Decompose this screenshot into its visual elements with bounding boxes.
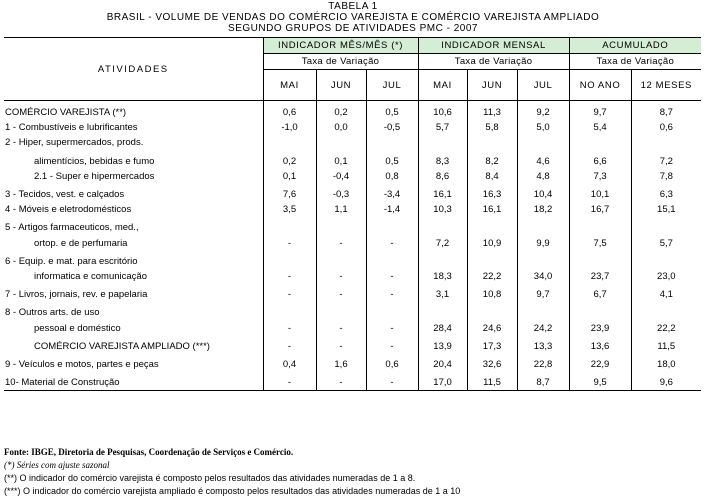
table-row: [4, 187, 701, 202]
value-cell: 22,2: [467, 269, 517, 284]
value-cell: 16,7: [569, 202, 631, 217]
table-row: [4, 169, 701, 184]
value-cell: 16,1: [467, 202, 517, 217]
value-cell: 22,9: [569, 357, 631, 372]
value-cell: [569, 254, 631, 269]
value-cell: 9,2: [517, 105, 569, 120]
value-cell: 6,7: [569, 287, 631, 302]
activity-label: 9 - Veículos e motos, partes e peças: [5, 358, 159, 370]
activity-label: 2 - Hiper, supermercados, prods.: [5, 137, 144, 149]
value-cell: 0,8: [366, 169, 418, 184]
value-cell: 0,2: [316, 105, 366, 120]
value-cell: [418, 135, 467, 150]
table-row: [4, 120, 701, 135]
value-cell: 3,1: [418, 287, 467, 302]
value-cell: 5,7: [631, 236, 701, 251]
table-row: [4, 105, 701, 120]
value-cell: -1,4: [366, 202, 418, 217]
value-cell: -: [263, 287, 316, 302]
activity-label: 3 - Tecidos, vest. e calçados: [5, 189, 125, 201]
value-cell: [418, 305, 467, 320]
value-cell: 10,1: [569, 187, 631, 202]
value-cell: 32,6: [467, 357, 517, 372]
value-cell: 11,5: [467, 375, 517, 391]
value-cell: 8,4: [467, 169, 517, 184]
value-cell: 0,6: [263, 105, 316, 120]
activity-label: COMÉRCIO VAREJISTA (**): [5, 107, 127, 119]
value-cell: 34,0: [517, 269, 569, 284]
value-cell: 7,2: [418, 236, 467, 251]
activity-label: 6 - Equip. e mat. para escritório: [5, 255, 138, 267]
value-cell: 7,2: [631, 154, 701, 169]
value-cell: 28,4: [418, 320, 467, 335]
value-cell: -1,0: [263, 120, 316, 135]
value-cell: [366, 220, 418, 235]
activity-label: 8 - Outros arts. de uso: [5, 307, 100, 319]
value-cell: 23,0: [631, 269, 701, 284]
value-cell: [467, 254, 517, 269]
value-cell: 18,2: [517, 202, 569, 217]
value-cell: 8,6: [418, 169, 467, 184]
value-cell: 8,2: [467, 154, 517, 169]
value-cell: 1,6: [316, 357, 366, 372]
value-cell: 5,7: [418, 120, 467, 135]
value-cell: 9,7: [517, 287, 569, 302]
value-cell: [517, 135, 569, 150]
value-cell: 0,1: [263, 169, 316, 184]
value-cell: -: [316, 339, 366, 354]
value-cell: 10,6: [418, 105, 467, 120]
activity-label: ortop. e de perfumaria: [34, 237, 128, 249]
activity-label: 4 - Móveis e eletrodomésticos: [5, 204, 132, 216]
activity-label: 1 - Combustíveis e lubrificantes: [5, 122, 138, 134]
value-cell: 11,3: [467, 105, 517, 120]
value-cell: 10,3: [418, 202, 467, 217]
value-cell: 9,9: [517, 236, 569, 251]
value-cell: -0,3: [316, 187, 366, 202]
value-cell: 20,4: [418, 357, 467, 372]
table-subtitle: SEGUNDO GRUPOS DE ATIVIDADES PMC - 2007: [228, 23, 478, 34]
value-cell: 4,8: [517, 169, 569, 184]
value-cell: 6,3: [631, 187, 701, 202]
month-header: JUN: [316, 70, 366, 101]
value-cell: 13,3: [517, 339, 569, 354]
value-cell: [316, 305, 366, 320]
value-cell: [366, 254, 418, 269]
activity-label: 2.1 - Super e hipermercados: [34, 170, 155, 182]
value-cell: 0,5: [366, 105, 418, 120]
value-cell: [517, 305, 569, 320]
month-header: MAI: [418, 70, 467, 101]
value-cell: 0,6: [631, 120, 701, 135]
table-row: [4, 236, 701, 251]
value-cell: [316, 254, 366, 269]
value-cell: 10,9: [467, 236, 517, 251]
activity-label: 7 - Livros, jornais, rev. e papelaria: [5, 289, 148, 301]
source-note: Fonte: IBGE, Diretoria de Pesquisas, Coordenação de Serviços e Comércio.: [4, 447, 294, 457]
value-cell: 22,8: [517, 357, 569, 372]
month-header: JUL: [366, 70, 418, 101]
value-cell: 16,3: [467, 187, 517, 202]
value-cell: [316, 135, 366, 150]
value-cell: [467, 220, 517, 235]
value-cell: 8,7: [517, 375, 569, 391]
footnote-varejista: (**) O indicador do comércio varejista é composto pelos resultados das atividades numeradas de 1 a 8.: [4, 473, 416, 483]
value-cell: [517, 254, 569, 269]
value-cell: 23,7: [569, 269, 631, 284]
month-header: NO ANO: [569, 70, 631, 101]
value-cell: 16,1: [418, 187, 467, 202]
value-cell: 5,0: [517, 120, 569, 135]
value-cell: -3,4: [366, 187, 418, 202]
value-cell: 4,1: [631, 287, 701, 302]
taxa-variacao-label: Taxa de Variação: [569, 54, 701, 70]
value-cell: [418, 220, 467, 235]
activity-label: COMÉRCIO VAREJISTA AMPLIADO (***): [34, 340, 210, 352]
value-cell: -: [366, 236, 418, 251]
value-cell: -: [366, 339, 418, 354]
value-cell: [418, 254, 467, 269]
value-cell: -: [263, 375, 316, 391]
value-cell: -: [316, 320, 366, 335]
value-cell: 9,6: [631, 375, 701, 391]
value-cell: 9,5: [569, 375, 631, 391]
value-cell: -: [316, 236, 366, 251]
value-cell: 0,5: [366, 154, 418, 169]
month-header: 12 MESES: [631, 70, 701, 101]
value-cell: -: [316, 269, 366, 284]
value-cell: -: [263, 269, 316, 284]
sales-volume-table: [4, 37, 701, 391]
activity-label: pessoal e doméstico: [34, 322, 121, 334]
month-header: JUN: [467, 70, 517, 101]
taxa-variacao-label: Taxa de Variação: [418, 54, 569, 70]
value-cell: [366, 305, 418, 320]
value-cell: [569, 135, 631, 150]
value-cell: 6,6: [569, 154, 631, 169]
value-cell: 11,5: [631, 339, 701, 354]
value-cell: [467, 135, 517, 150]
value-cell: [467, 305, 517, 320]
value-cell: [263, 135, 316, 150]
value-cell: [631, 305, 701, 320]
value-cell: 5,8: [467, 120, 517, 135]
footnote-seasonal: (*) Séries com ajuste sazonal: [4, 460, 110, 470]
value-cell: 13,9: [418, 339, 467, 354]
taxa-variacao-label: Taxa de Variação: [263, 54, 418, 70]
footnote-ampliado: (***) O indicador do comércio varejista ampliado é composto pelos resultados das atividades numeradas de 1 a 10: [4, 486, 461, 496]
value-cell: 7,6: [263, 187, 316, 202]
value-cell: 10,8: [467, 287, 517, 302]
value-cell: 10,4: [517, 187, 569, 202]
value-cell: 24,2: [517, 320, 569, 335]
value-cell: 5,4: [569, 120, 631, 135]
value-cell: [263, 305, 316, 320]
value-cell: 9,7: [569, 105, 631, 120]
value-cell: [569, 305, 631, 320]
value-cell: 1,1: [316, 202, 366, 217]
table-row: [4, 135, 701, 150]
value-cell: -0,4: [316, 169, 366, 184]
activity-label: informatica e comunicação: [34, 270, 147, 282]
value-cell: 15,1: [631, 202, 701, 217]
value-cell: 0,1: [316, 154, 366, 169]
table-row: [4, 287, 701, 302]
value-cell: 7,3: [569, 169, 631, 184]
month-header: JUL: [517, 70, 569, 101]
table-row: [4, 202, 701, 217]
value-cell: 23,9: [569, 320, 631, 335]
value-cell: 7,5: [569, 236, 631, 251]
value-cell: 8,7: [631, 105, 701, 120]
value-cell: 22,2: [631, 320, 701, 335]
value-cell: 17,0: [418, 375, 467, 391]
table-title: BRASIL - VOLUME DE VENDAS DO COMÉRCIO VAREJISTA E COMÉRCIO VAREJISTA AMPLIADO: [106, 12, 600, 23]
value-cell: 0,0: [316, 120, 366, 135]
value-cell: -: [263, 339, 316, 354]
value-cell: 24,6: [467, 320, 517, 335]
table-row: [4, 320, 701, 335]
table-row: [4, 375, 701, 391]
value-cell: [631, 254, 701, 269]
table-number: TABELA 1: [328, 1, 378, 12]
table-row: [4, 254, 701, 269]
month-header: MAI: [263, 70, 316, 101]
value-cell: 7,8: [631, 169, 701, 184]
value-cell: -: [366, 269, 418, 284]
value-cell: 8,3: [418, 154, 467, 169]
value-cell: 3,5: [263, 202, 316, 217]
value-cell: 0,6: [366, 357, 418, 372]
value-cell: 0,4: [263, 357, 316, 372]
column-header-atividades: ATIVIDADES: [4, 38, 263, 101]
group-header-acumulado: ACUMULADO: [569, 38, 701, 54]
value-cell: 4,6: [517, 154, 569, 169]
table-row: [4, 339, 701, 354]
table-row: [4, 305, 701, 320]
group-header-mensal: INDICADOR MENSAL: [418, 38, 569, 54]
activity-label: alimentícios, bebidas e fumo: [34, 155, 155, 167]
value-cell: [366, 135, 418, 150]
value-cell: [517, 220, 569, 235]
value-cell: 18,3: [418, 269, 467, 284]
value-cell: -: [366, 287, 418, 302]
value-cell: [316, 220, 366, 235]
value-cell: [631, 220, 701, 235]
table-row: [4, 154, 701, 169]
value-cell: -: [366, 375, 418, 391]
table-row: [4, 357, 701, 372]
value-cell: 18,0: [631, 357, 701, 372]
value-cell: -: [316, 375, 366, 391]
value-cell: [263, 220, 316, 235]
activity-label: 5 - Artigos farmaceuticos, med.,: [5, 222, 139, 234]
value-cell: -: [316, 287, 366, 302]
activity-label: 10- Material de Construção: [4, 375, 263, 391]
value-cell: 13,6: [569, 339, 631, 354]
value-cell: -: [263, 320, 316, 335]
value-cell: [631, 135, 701, 150]
table-row: [4, 220, 701, 235]
value-cell: 17,3: [467, 339, 517, 354]
group-header-mes-mes: INDICADOR MÊS/MÊS (*): [263, 38, 418, 54]
value-cell: -: [263, 236, 316, 251]
value-cell: [569, 220, 631, 235]
table-row: [4, 269, 701, 284]
value-cell: 0,2: [263, 154, 316, 169]
value-cell: -: [366, 320, 418, 335]
value-cell: -0,5: [366, 120, 418, 135]
value-cell: [263, 254, 316, 269]
